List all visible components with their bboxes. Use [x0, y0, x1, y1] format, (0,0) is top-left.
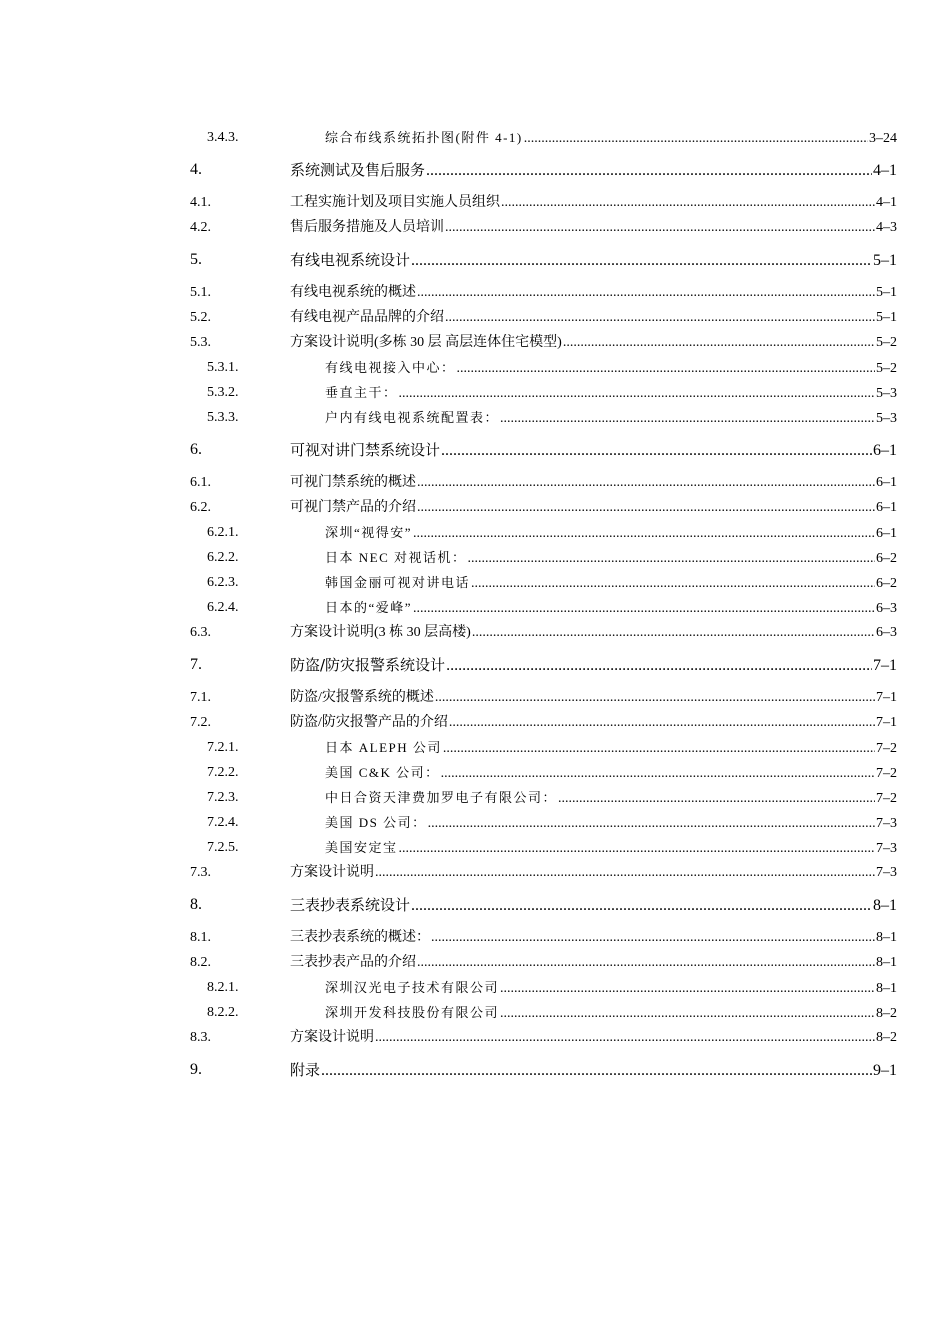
table-of-contents	[0, 125, 950, 1090]
dot-leader	[472, 620, 875, 645]
toc-entry-page-number: 7–1	[876, 690, 897, 705]
dot-leader	[445, 215, 875, 240]
toc-entry-title: 美国 DS 公司：	[325, 815, 427, 830]
toc-entry[interactable]	[0, 710, 950, 735]
dot-leader	[321, 1057, 872, 1085]
dot-leader	[471, 571, 875, 596]
toc-entry-line	[290, 156, 897, 185]
toc-entry-title: 美国 C&K 公司：	[325, 765, 440, 780]
toc-entry[interactable]	[0, 685, 950, 710]
toc-entry-number: 7.2.	[190, 715, 211, 730]
toc-entry-line	[290, 651, 897, 680]
toc-entry-page-number: 5–1	[873, 252, 897, 269]
toc-entry-title: 防盗/防灾报警系统设计	[290, 656, 446, 674]
toc-entry[interactable]	[0, 735, 950, 760]
dot-leader	[399, 381, 875, 406]
toc-entry[interactable]	[0, 330, 950, 355]
toc-entry-title: 防盗/灾报警系统的概述	[290, 690, 434, 705]
toc-entry-line	[290, 305, 897, 330]
dot-leader	[563, 330, 875, 355]
toc-entry[interactable]	[0, 975, 950, 1000]
toc-entry-line	[325, 1000, 897, 1026]
dot-leader	[446, 652, 872, 680]
toc-entry[interactable]	[0, 545, 950, 570]
toc-entry[interactable]	[0, 305, 950, 330]
toc-entry-title: 有线电视接入中心：	[325, 360, 456, 375]
toc-entry-page-number: 7–2	[876, 766, 897, 781]
toc-entry-number: 7.1.	[190, 690, 211, 705]
toc-entry-page-number: 5–3	[876, 386, 897, 401]
toc-entry-title: 韩国金丽可视对讲电话	[325, 575, 471, 590]
toc-entry[interactable]	[0, 246, 950, 274]
toc-entry-page-number: 5–1	[876, 285, 897, 300]
toc-entry-page-number: 6–1	[876, 475, 897, 490]
toc-entry-number: 4.	[190, 161, 202, 178]
dot-leader	[417, 470, 875, 495]
toc-entry-page-number: 5–2	[876, 335, 897, 350]
toc-entry-page-number: 4–3	[876, 220, 897, 235]
toc-entry-line	[290, 246, 897, 275]
toc-entry-number: 5.3.1.	[207, 360, 239, 375]
toc-entry-line	[325, 405, 897, 431]
toc-entry[interactable]	[0, 436, 950, 464]
toc-entry-line	[325, 355, 897, 381]
toc-entry[interactable]	[0, 520, 950, 545]
toc-entry-page-number: 6–2	[876, 551, 897, 566]
toc-entry-page-number: 8–1	[876, 981, 897, 996]
toc-entry-title: 深圳汉光电子技术有限公司	[325, 980, 500, 995]
toc-entry-title: 可视门禁系统的概述	[290, 475, 416, 490]
dot-leader	[558, 786, 875, 811]
toc-entry-line	[325, 785, 897, 811]
toc-entry-line	[290, 280, 897, 305]
toc-entry-line	[290, 190, 897, 215]
dot-leader	[413, 521, 875, 546]
dot-leader	[443, 736, 875, 761]
toc-entry-title: 方案设计说明(多栋 30 层 高层连体住宅模型)	[290, 335, 562, 350]
toc-entry-page-number: 4–1	[876, 195, 897, 210]
toc-entry-number: 7.2.3.	[207, 790, 239, 805]
toc-entry-number: 5.2.	[190, 310, 211, 325]
toc-entry-page-number: 3–24	[869, 131, 897, 146]
dot-leader	[375, 860, 875, 885]
toc-entry-line	[290, 620, 897, 645]
toc-entry-number: 7.3.	[190, 865, 211, 880]
toc-entry-line	[290, 1025, 897, 1050]
toc-entry-page-number: 7–3	[876, 816, 897, 831]
toc-entry-page-number: 4–1	[873, 162, 897, 179]
toc-entry-number: 6.	[190, 441, 202, 458]
dot-leader	[411, 892, 872, 920]
toc-entry-number: 6.3.	[190, 625, 211, 640]
toc-entry[interactable]	[0, 810, 950, 835]
toc-entry[interactable]	[0, 651, 950, 679]
toc-entry[interactable]	[0, 405, 950, 430]
toc-entry[interactable]	[0, 215, 950, 240]
toc-entry-number: 6.1.	[190, 475, 211, 490]
toc-entry-number: 8.3.	[190, 1030, 211, 1045]
toc-entry-title: 日本的“爱峰”	[325, 600, 413, 615]
toc-entry[interactable]	[0, 280, 950, 305]
toc-entry-number: 6.2.1.	[207, 525, 239, 540]
toc-entry-number: 8.1.	[190, 930, 211, 945]
toc-entry[interactable]	[0, 156, 950, 184]
toc-entry-line	[325, 570, 897, 596]
toc-entry-page-number: 6–1	[876, 500, 897, 515]
toc-entry-number: 7.2.2.	[207, 765, 239, 780]
toc-entry[interactable]	[0, 1000, 950, 1025]
toc-entry-title: 中日合资天津费加罗电子有限公司：	[325, 790, 558, 805]
toc-entry-page-number: 5–3	[876, 411, 897, 426]
dot-leader	[417, 950, 875, 975]
toc-entry-line	[290, 710, 897, 735]
toc-entry-title: 综合布线系统拓扑图(附件 4-1)	[325, 130, 523, 145]
toc-entry-title: 三表抄表产品的介绍	[290, 955, 416, 970]
toc-entry-number: 8.2.1.	[207, 980, 239, 995]
toc-entry-number: 8.	[190, 896, 202, 913]
toc-entry-title: 防盗/防灾报警产品的介绍	[290, 715, 448, 730]
dot-leader	[500, 1001, 875, 1026]
toc-entry-line	[325, 545, 897, 571]
dot-leader	[411, 247, 872, 275]
dot-leader	[417, 280, 875, 305]
toc-entry-page-number: 8–2	[876, 1030, 897, 1045]
toc-entry-title: 方案设计说明(3 栋 30 层高楼)	[290, 625, 471, 640]
toc-entry-line	[325, 975, 897, 1001]
dot-leader	[457, 356, 875, 381]
toc-entry-line	[325, 810, 897, 836]
toc-entry-line	[325, 125, 897, 151]
toc-entry-line	[290, 685, 897, 710]
toc-entry-page-number: 6–3	[876, 601, 897, 616]
toc-entry-line	[290, 925, 897, 950]
toc-entry-number: 3.4.3.	[207, 130, 239, 145]
toc-entry-title: 日本 ALEPH 公司	[325, 740, 442, 755]
toc-entry-title: 有线电视系统的概述	[290, 285, 416, 300]
toc-entry-number: 6.2.4.	[207, 600, 239, 615]
toc-entry-title: 工程实施计划及项目实施人员组织	[290, 195, 500, 210]
toc-entry-line	[290, 436, 897, 465]
toc-entry[interactable]	[0, 760, 950, 785]
toc-entry-title: 三表抄表系统设计	[290, 896, 411, 914]
dot-leader	[375, 1025, 875, 1050]
toc-entry-number: 6.2.3.	[207, 575, 239, 590]
toc-entry-page-number: 5–2	[876, 361, 897, 376]
dot-leader	[399, 836, 875, 861]
toc-entry-title: 三表抄表系统的概述：	[290, 930, 430, 945]
toc-entry-number: 7.	[190, 656, 202, 673]
toc-entry-number: 4.1.	[190, 195, 211, 210]
toc-entry[interactable]	[0, 620, 950, 645]
toc-entry-page-number: 6–3	[876, 625, 897, 640]
toc-entry-title: 方案设计说明	[290, 1030, 374, 1045]
toc-entry-line	[290, 470, 897, 495]
toc-entry[interactable]	[0, 891, 950, 919]
toc-entry[interactable]	[0, 570, 950, 595]
toc-entry-number: 6.2.2.	[207, 550, 239, 565]
toc-entry-number: 8.2.2.	[207, 1005, 239, 1020]
toc-entry-number: 5.3.	[190, 335, 211, 350]
dot-leader	[500, 406, 875, 431]
dot-leader	[449, 710, 875, 735]
dot-leader	[445, 305, 875, 330]
toc-entry-page-number: 7–1	[873, 657, 897, 674]
toc-entry-title: 有线电视系统设计	[290, 251, 411, 269]
toc-entry-page-number: 6–2	[876, 576, 897, 591]
toc-entry-line	[290, 950, 897, 975]
dot-leader	[441, 437, 872, 465]
toc-entry[interactable]	[0, 1025, 950, 1050]
toc-entry-page-number: 5–1	[876, 310, 897, 325]
toc-entry[interactable]	[0, 380, 950, 405]
toc-entry-line	[290, 860, 897, 885]
toc-entry-line	[290, 215, 897, 240]
toc-entry-line	[290, 330, 897, 355]
toc-entry-title: 有线电视产品品牌的介绍	[290, 310, 444, 325]
toc-entry-page-number: 8–1	[876, 930, 897, 945]
toc-entry-page-number: 6–1	[873, 442, 897, 459]
toc-entry-line	[290, 891, 897, 920]
toc-entry-title: 方案设计说明	[290, 865, 374, 880]
toc-entry-title: 可视对讲门禁系统设计	[290, 441, 441, 459]
toc-entry[interactable]	[0, 355, 950, 380]
toc-entry[interactable]	[0, 925, 950, 950]
toc-entry-page-number: 8–1	[876, 955, 897, 970]
toc-entry-page-number: 7–3	[876, 841, 897, 856]
toc-entry-number: 7.2.5.	[207, 840, 239, 855]
toc-entry-line	[290, 495, 897, 520]
toc-entry[interactable]	[0, 470, 950, 495]
toc-entry-number: 8.2.	[190, 955, 211, 970]
toc-entry-number: 5.1.	[190, 285, 211, 300]
toc-entry-line	[290, 1056, 897, 1085]
toc-entry-line	[325, 835, 897, 861]
dot-leader	[428, 811, 875, 836]
toc-entry-title: 美国安定宝	[325, 840, 398, 855]
toc-entry-page-number: 7–2	[876, 791, 897, 806]
toc-entry[interactable]	[0, 860, 950, 885]
toc-entry-number: 5.3.3.	[207, 410, 239, 425]
toc-entry-title: 户内有线电视系统配置表：	[325, 410, 500, 425]
toc-entry-page-number: 6–1	[876, 526, 897, 541]
toc-entry-number: 9.	[190, 1061, 202, 1078]
toc-entry-title: 售后服务措施及人员培训	[290, 220, 444, 235]
toc-entry-page-number: 7–2	[876, 741, 897, 756]
toc-entry-title: 深圳开发科技股份有限公司	[325, 1005, 500, 1020]
toc-entry[interactable]	[0, 835, 950, 860]
toc-entry-page-number: 9–1	[873, 1062, 897, 1079]
dot-leader	[413, 596, 875, 621]
dot-leader	[441, 761, 875, 786]
dot-leader	[417, 495, 875, 520]
toc-entry-number: 7.2.4.	[207, 815, 239, 830]
toc-entry-page-number: 8–1	[873, 897, 897, 914]
dot-leader	[431, 925, 875, 950]
toc-entry-title: 系统测试及售后服务	[290, 161, 426, 179]
toc-entry-number: 5.	[190, 251, 202, 268]
toc-entry[interactable]	[0, 950, 950, 975]
dot-leader	[501, 190, 875, 215]
toc-entry[interactable]	[0, 595, 950, 620]
toc-entry-title: 附录	[290, 1061, 321, 1079]
toc-entry-number: 7.2.1.	[207, 740, 239, 755]
toc-entry-number: 4.2.	[190, 220, 211, 235]
toc-entry-page-number: 8–2	[876, 1006, 897, 1021]
toc-entry-line	[325, 520, 897, 546]
toc-entry[interactable]	[0, 125, 950, 150]
toc-entry-line	[325, 595, 897, 621]
toc-entry-title: 垂直主干：	[325, 385, 398, 400]
toc-entry-line	[325, 735, 897, 761]
toc-entry-title: 可视门禁产品的介绍	[290, 500, 416, 515]
dot-leader	[426, 157, 872, 185]
toc-entry-line	[325, 760, 897, 786]
toc-entry[interactable]	[0, 190, 950, 215]
toc-entry-page-number: 7–3	[876, 865, 897, 880]
toc-entry-number: 5.3.2.	[207, 385, 239, 400]
toc-entry[interactable]	[0, 1056, 950, 1084]
toc-entry-title: 深圳“视得安”	[325, 525, 413, 540]
dot-leader	[500, 976, 875, 1001]
toc-entry-page-number: 7–1	[876, 715, 897, 730]
toc-entry-number: 6.2.	[190, 500, 211, 515]
toc-entry-line	[325, 380, 897, 406]
dot-leader	[468, 546, 875, 571]
toc-entry-title: 日本 NEC 对视话机：	[325, 550, 467, 565]
dot-leader	[435, 685, 875, 710]
dot-leader	[524, 126, 868, 151]
toc-entry[interactable]	[0, 495, 950, 520]
toc-entry[interactable]	[0, 785, 950, 810]
